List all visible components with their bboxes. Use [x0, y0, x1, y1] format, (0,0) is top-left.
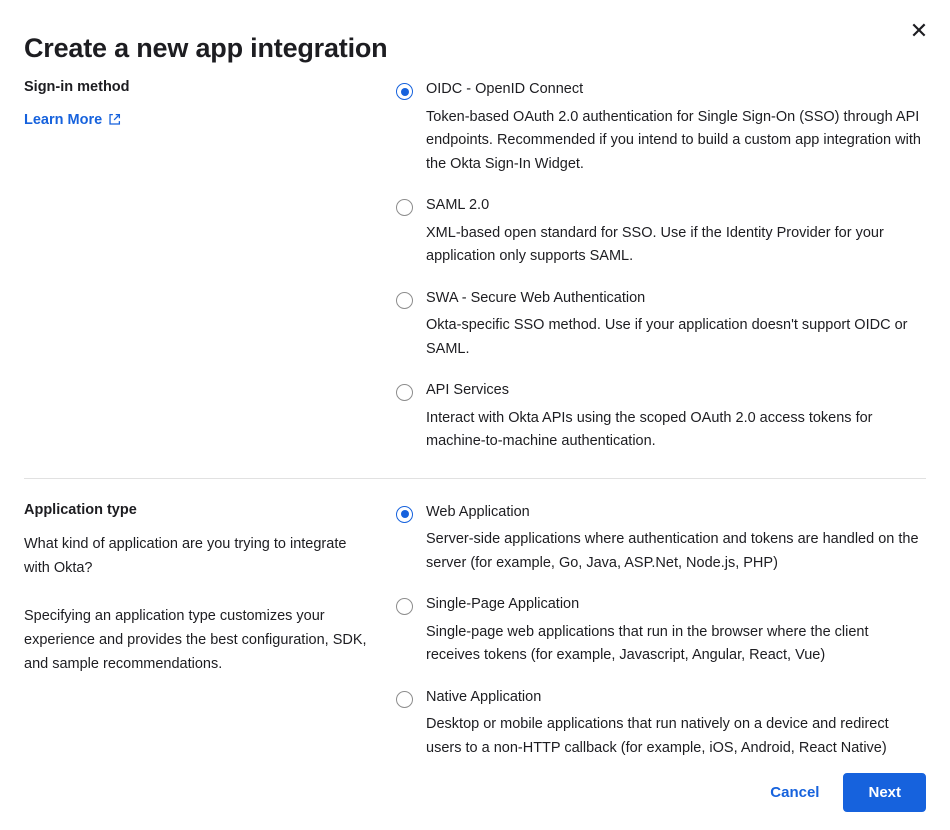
section-divider: [24, 478, 926, 479]
option-description: Desktop or mobile applications that run natively on a device and redirect users to a non-HTTP callback (for example, iOS, Android, React Native): [426, 716, 889, 756]
application-type-description-2: Specifying an application type customizes your experience and provides the best configuration, SDK, and sample recommendations.: [24, 608, 367, 673]
option-description: Single-page web applications that run in the browser where the client receives tokens (for example, Javascript, Angular, React, Vue): [426, 623, 869, 664]
option-description: Interact with Okta APIs using the scoped OAuth 2.0 access tokens for machine-to-machine authentication.: [426, 409, 873, 450]
application-type-label: Application type: [24, 501, 137, 518]
application-type-options: [396, 501, 926, 761]
radio-option-web-application[interactable]: [396, 503, 926, 576]
external-link-icon: [108, 113, 121, 126]
radio-icon[interactable]: [396, 384, 413, 401]
radio-option-native-application[interactable]: [396, 688, 926, 761]
option-title[interactable]: Web Application: [426, 503, 530, 520]
radio-icon[interactable]: [396, 598, 413, 615]
sign-in-method-section: [0, 78, 950, 454]
sign-in-method-info: [24, 78, 396, 129]
application-type-section: [0, 501, 950, 761]
page-title: Create a new app integration: [24, 33, 388, 63]
sign-in-method-options: [396, 78, 926, 454]
radio-icon[interactable]: [396, 292, 413, 309]
option-description: Token-based OAuth 2.0 authentication for Single Sign-On (SSO) through API endpoints. Recommended if you intend to build a custom app integration with the Okta Sign-In Widget.: [426, 108, 921, 172]
learn-more-link[interactable]: [24, 112, 121, 128]
cancel-button[interactable]: Cancel: [764, 776, 825, 809]
radio-option-oidc[interactable]: [396, 80, 926, 176]
option-title[interactable]: Native Application: [426, 688, 542, 705]
option-title[interactable]: Single-Page Application: [426, 596, 580, 613]
option-description: Server-side applications where authentication and tokens are handled on the server (for example, Go, Java, ASP.Net, Node.js, PHP): [426, 531, 919, 571]
radio-icon[interactable]: [396, 83, 413, 100]
radio-icon[interactable]: [396, 199, 413, 216]
radio-option-api-services[interactable]: [396, 381, 926, 454]
radio-option-swa[interactable]: [396, 289, 926, 362]
radio-icon[interactable]: [396, 691, 413, 708]
option-description: XML-based open standard for SSO. Use if the Identity Provider for your application only supports SAML.: [426, 224, 884, 265]
application-type-description-1: What kind of application are you trying to integrate with Okta?: [24, 536, 347, 577]
option-title[interactable]: API Services: [426, 382, 509, 399]
radio-option-saml[interactable]: [396, 196, 926, 269]
radio-icon[interactable]: [396, 506, 413, 523]
dialog-footer: [764, 773, 926, 812]
option-title[interactable]: OIDC - OpenID Connect: [426, 81, 584, 97]
sign-in-method-label: Sign-in method: [24, 79, 130, 95]
application-type-info: [24, 501, 396, 677]
radio-option-single-page-application[interactable]: [396, 595, 926, 668]
close-icon[interactable]: ✕: [904, 16, 934, 46]
option-title[interactable]: SAML 2.0: [426, 197, 490, 214]
next-button[interactable]: Next: [843, 773, 926, 812]
option-description: Okta-specific SSO method. Use if your application doesn't support OIDC or SAML.: [426, 317, 908, 357]
learn-more-label: Learn More: [24, 111, 103, 128]
option-title[interactable]: SWA - Secure Web Authentication: [426, 289, 646, 306]
